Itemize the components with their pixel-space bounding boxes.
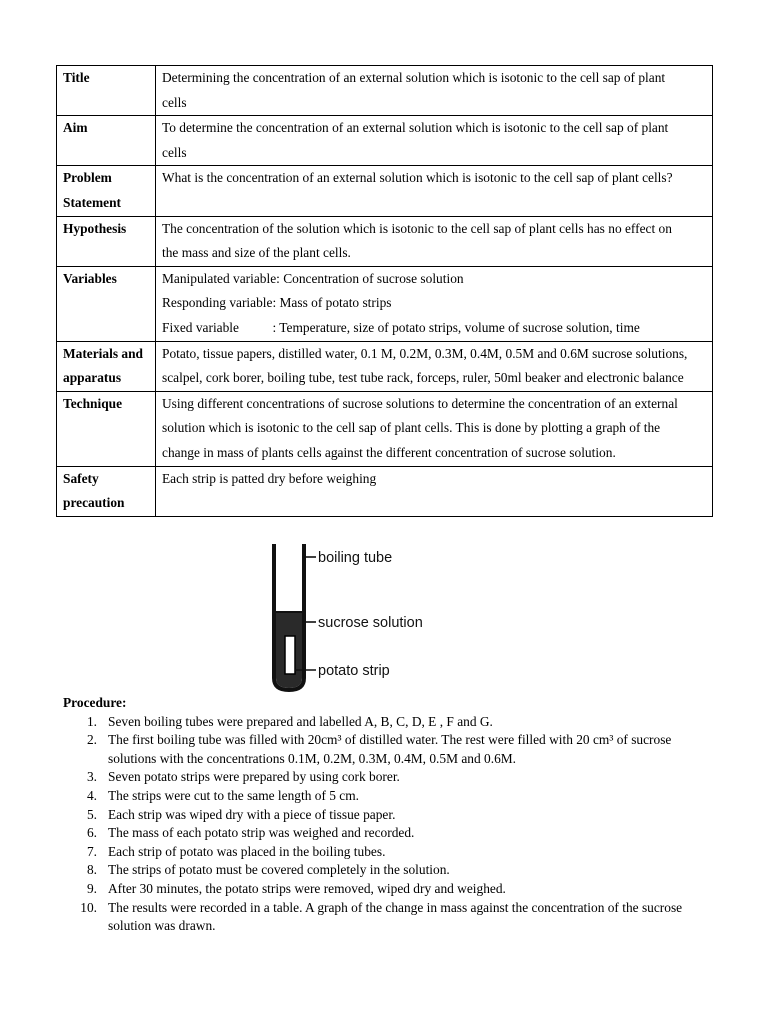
table-row <box>57 466 713 516</box>
row-value-line: scalpel, cork borer, boiling tube, test tube rack, forceps, ruler, 50ml beaker and electronic balance <box>162 370 684 386</box>
step-number: 5. <box>86 806 97 822</box>
table-row <box>57 266 713 341</box>
row-value <box>156 166 713 216</box>
step-text: The strips of potato must be covered completely in the solution. <box>108 862 450 878</box>
label-boiling-tube: boiling tube <box>318 550 393 566</box>
step-number: 7. <box>86 843 97 859</box>
row-label: Problem Statement <box>57 166 156 216</box>
row-value <box>156 116 713 166</box>
step-number: 6. <box>86 825 97 841</box>
boiling-tube-drawing <box>274 544 316 690</box>
step-number: 9. <box>86 880 97 896</box>
procedure-step <box>63 861 723 880</box>
row-value-line: The concentration of the solution which is isotonic to the cell sap of plant cells has no effect on <box>162 220 672 236</box>
step-text: Seven boiling tubes were prepared and labelled A, B, C, D, E , F and G. <box>108 713 493 729</box>
row-value-line: What is the concentration of an external solution which is isotonic to the cell sap of plant cells? <box>162 170 673 186</box>
row-value-line: the mass and size of the plant cells. <box>162 245 351 261</box>
table-row <box>57 66 713 116</box>
step-number: 2. <box>86 732 97 748</box>
row-value-line: Fixed variable : Temperature, size of potato strips, volume of sucrose solution, time <box>162 319 640 335</box>
table-row <box>57 341 713 391</box>
row-value <box>156 466 713 516</box>
procedure-step <box>63 713 723 732</box>
label-sucrose-solution: sucrose solution <box>318 615 423 631</box>
row-value-line: Responding variable: Mass of potato strips <box>162 295 392 311</box>
step-text: The results were recorded in a table. A graph of the change in mass against the concentration of the sucrose solution was drawn. <box>108 899 683 934</box>
procedure-step <box>63 787 723 806</box>
procedure-list <box>63 713 723 936</box>
potato-strip-shape <box>285 636 295 674</box>
procedure-step <box>63 768 723 787</box>
row-label: Aim <box>57 116 156 166</box>
procedure-heading: Procedure: <box>63 695 127 710</box>
step-text: The first boiling tube was filled with 20cm³ of distilled water. The rest were filled with 20 cm³ of sucrose solutions with the concentrations 0.1M, 0.2M, 0.3M, 0.4M, 0.5M and 0.6M. <box>108 732 672 766</box>
row-value-line: Using different concentrations of sucrose solutions to determine the concentration of an external <box>162 395 678 411</box>
table-row <box>57 116 713 166</box>
experiment-info-table-body <box>57 66 713 517</box>
procedure-step <box>63 899 723 936</box>
step-text: Seven potato strips were prepared by using cork borer. <box>108 769 400 785</box>
row-label: Materials and apparatus <box>57 341 156 391</box>
boiling-tube-diagram <box>262 540 452 692</box>
step-number: 3. <box>86 769 97 785</box>
step-text: The strips were cut to the same length of 5 cm. <box>108 787 360 803</box>
table-row <box>57 216 713 266</box>
row-label: Variables <box>57 266 156 341</box>
row-value-line: Manipulated variable: Concentration of sucrose solution <box>162 270 464 286</box>
row-value-line: Determining the concentration of an external solution which is isotonic to the cell sap of plant <box>162 70 666 85</box>
procedure-step <box>63 843 723 862</box>
experiment-info-table <box>56 65 713 517</box>
row-value-line: To determine the concentration of an external solution which is isotonic to the cell sap of plant <box>162 120 669 136</box>
label-potato-strip: potato strip <box>318 663 390 679</box>
step-text: The mass of each potato strip was weighed and recorded. <box>108 825 415 841</box>
step-number: 4. <box>86 787 97 803</box>
step-text: Each strip of potato was placed in the boiling tubes. <box>108 843 386 859</box>
row-value-line: solution which is isotonic to the cell sap of plant cells. This is done by plotting a graph of the <box>162 420 661 436</box>
row-label: Title <box>57 66 156 116</box>
row-value-line: change in mass of plants cells against the different concentration of sucrose solution. <box>162 444 616 460</box>
row-value-line: cells <box>162 144 187 160</box>
step-number: 8. <box>86 862 97 878</box>
procedure-step <box>63 880 723 899</box>
row-value-line: Each strip is patted dry before weighing <box>162 470 377 486</box>
step-number: 1. <box>86 713 97 729</box>
row-value <box>156 341 713 391</box>
row-label: Hypothesis <box>57 216 156 266</box>
row-label: Safety precaution <box>57 466 156 516</box>
procedure-step <box>63 731 723 768</box>
row-value <box>156 391 713 466</box>
step-number: 10. <box>80 899 97 915</box>
row-value-line: Potato, tissue papers, distilled water, 0.1 M, 0.2M, 0.3M, 0.4M, 0.5M and 0.6M sucrose solutions, <box>162 345 688 361</box>
step-text: After 30 minutes, the potato strips were removed, wiped dry and weighed. <box>108 880 506 896</box>
table-row <box>57 391 713 466</box>
row-value-line: cells <box>162 94 187 110</box>
row-value <box>156 66 713 116</box>
row-value <box>156 216 713 266</box>
step-text: Each strip was wiped dry with a piece of tissue paper. <box>108 806 396 822</box>
procedure-section <box>63 694 723 936</box>
row-value <box>156 266 713 341</box>
table-row <box>57 166 713 216</box>
procedure-step <box>63 824 723 843</box>
procedure-step <box>63 806 723 825</box>
row-label: Technique <box>57 391 156 466</box>
